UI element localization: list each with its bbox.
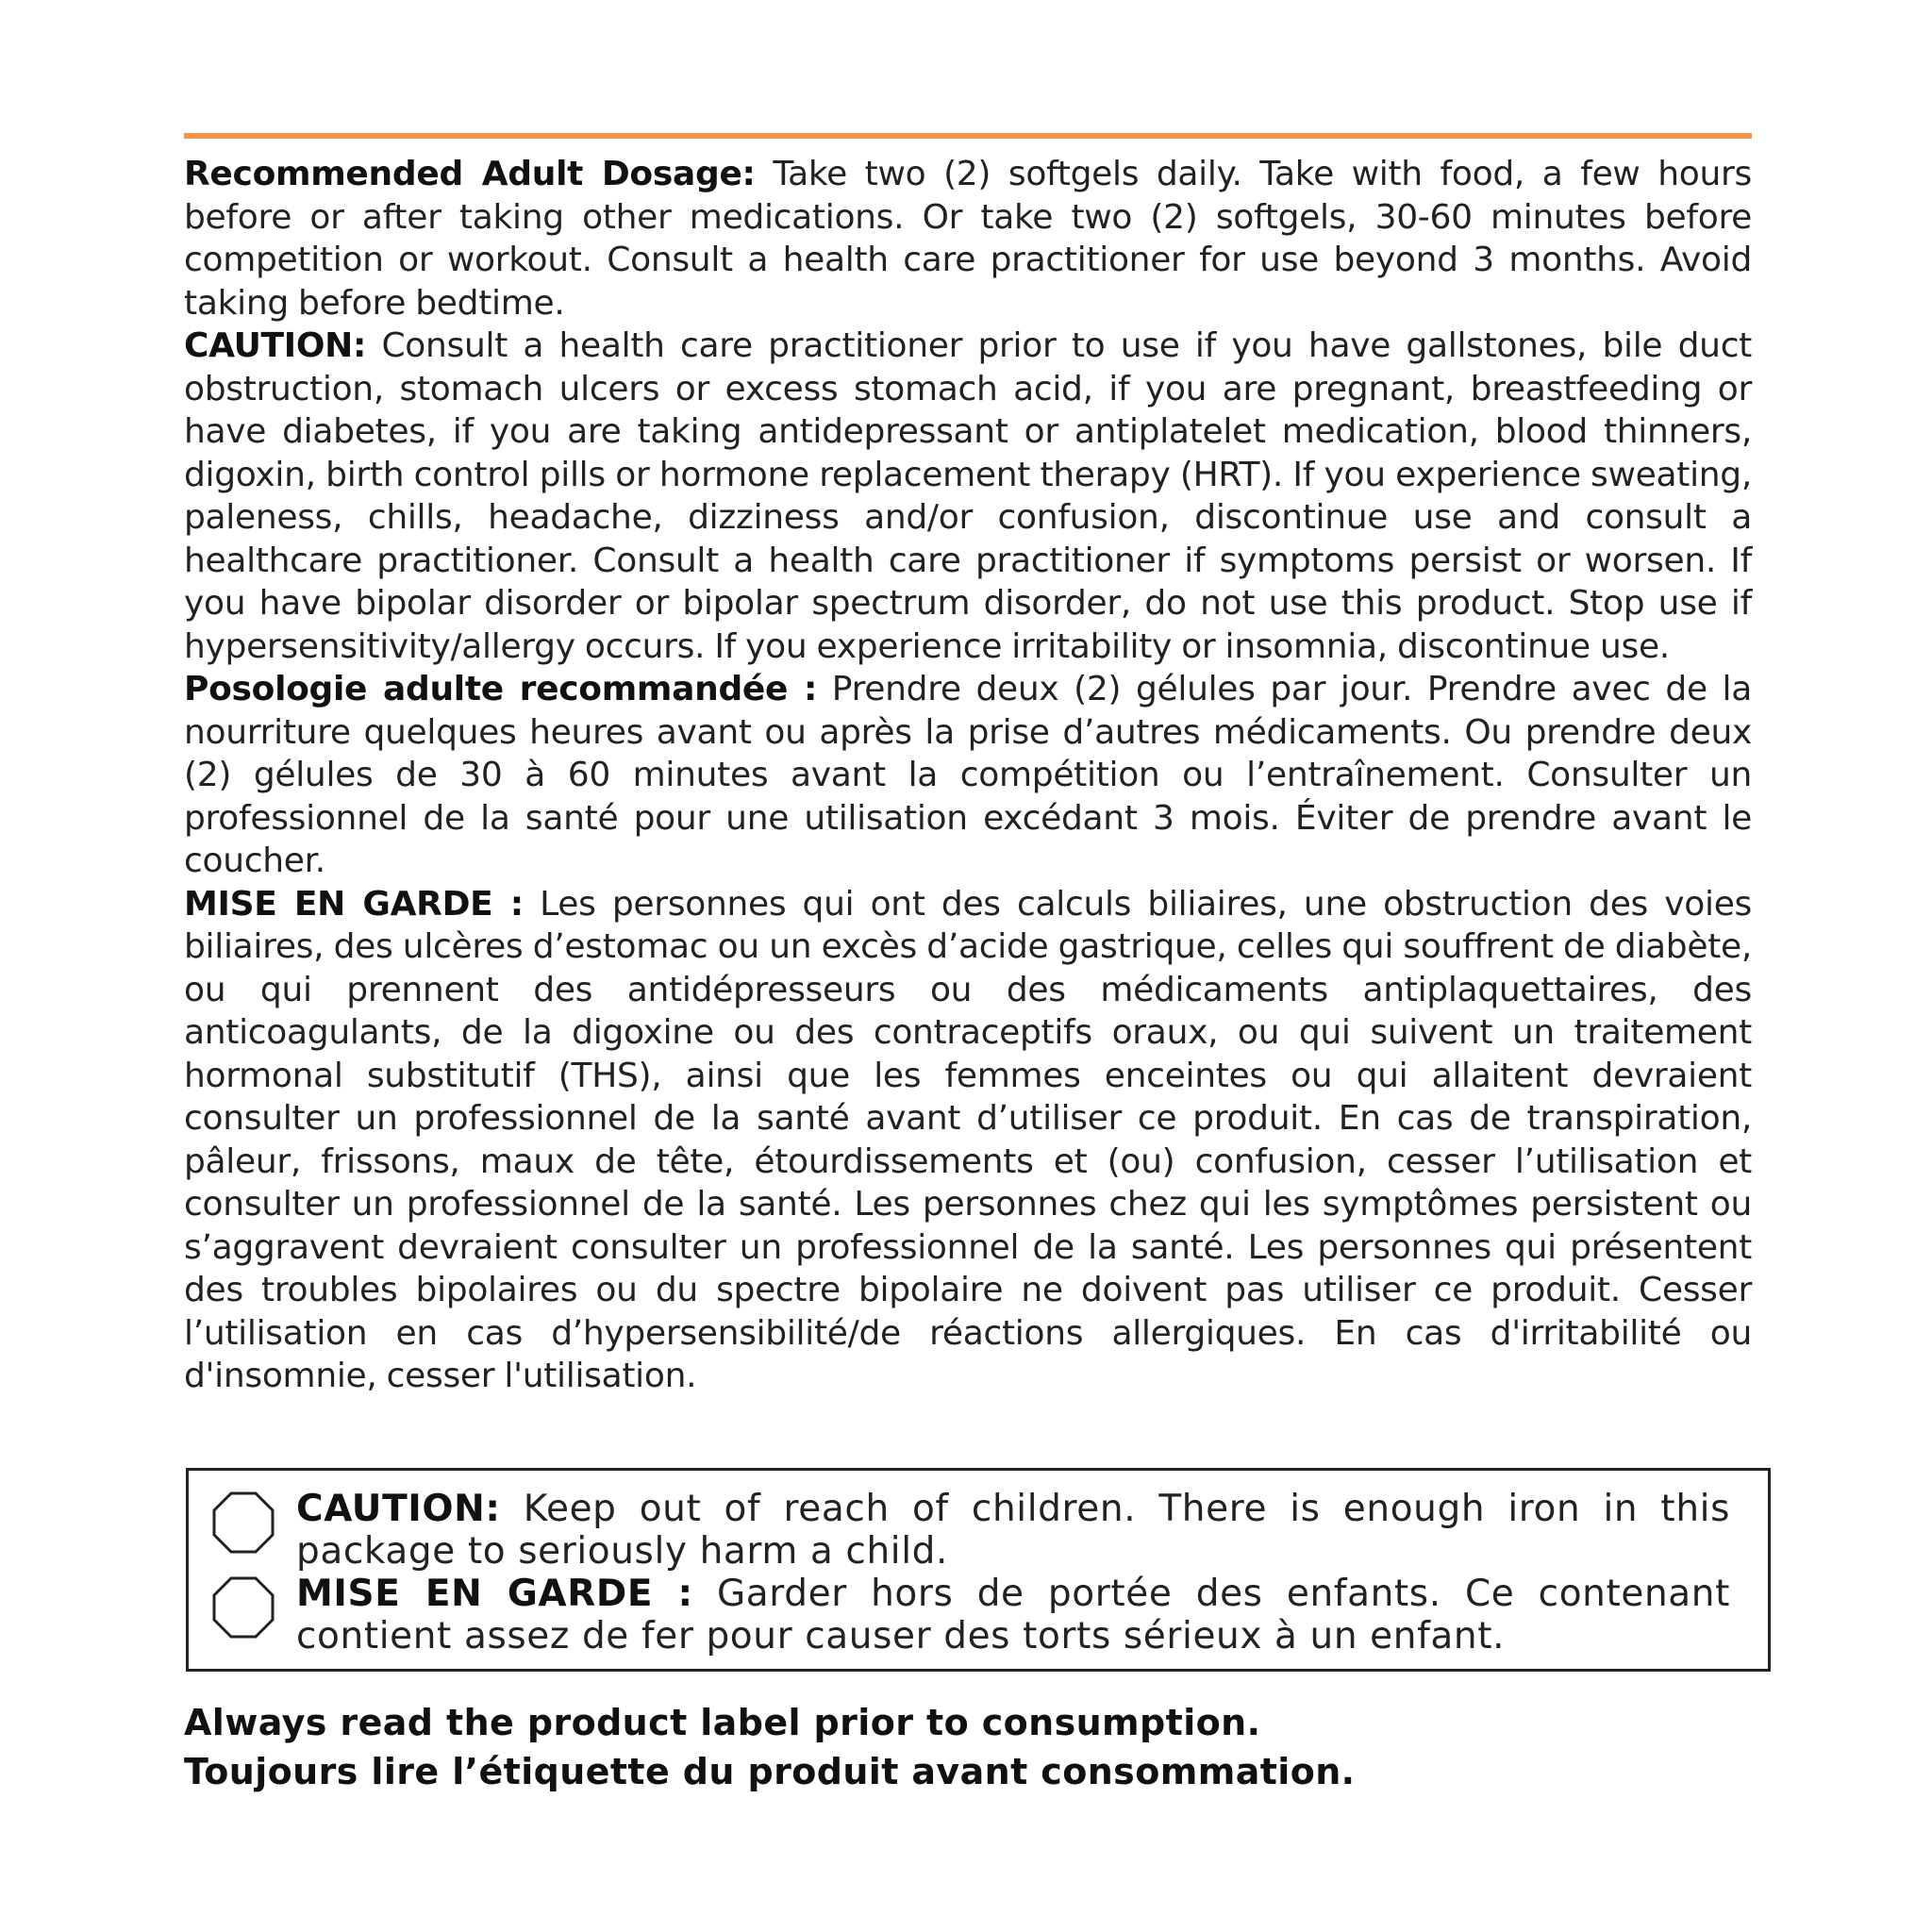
iron-warning-en-heading: CAUTION: bbox=[296, 1488, 501, 1530]
iron-warning-box bbox=[186, 1468, 1771, 1672]
iron-warning-en-body: Keep out of reach of children. There is enough iron in this package to seriously harm a child. bbox=[296, 1488, 1730, 1573]
accent-rule bbox=[184, 133, 1752, 139]
dosage-en-body: Take two (2) softgels daily. Take with food, a few hours before or after taking other medications. Or take two (2) softgels, 30-60 minutes before competition or workout. Consult a health care practitioner for use beyond 3 months. Avoid taking before bedtime. bbox=[184, 155, 1752, 323]
caution-fr-body: Les personnes qui ont des calculs biliaires, une obstruction des voies biliaires, des ulcères d’estomac ou un excès d’acide gastrique, celles qui souffrent de diabète, ou qui prennent des antidépresseurs ou des médicaments antiplaquettaires, des anticoagulants, de la digoxine ou des contraceptifs oraux, ou qui suivent un traitement hormonal substitutif (THS), ainsi que les femmes enceintes ou qui allaitent devraient consulter un professionnel de la santé avant d’utiliser ce produit. En cas de transpiration, pâleur, frissons, maux de tête, étourdissements et (ou) confusion, cesser l’utilisation et consulter un professionnel de la santé. Les personnes chez qui les symptômes persistent ou s’aggravent devraient consulter un professionnel de la santé. Les personnes qui présentent des troubles bipolaires ou du spectre bipolaire ne doivent pas utiliser ce produit. Cesser l’utilisation en cas d’hypersensibilité/de réactions allergiques. En cas d'irritabilité ou d'insomnie, cesser l'utilisation. bbox=[184, 884, 1752, 1395]
octagon-icon bbox=[212, 1491, 275, 1554]
footer-line-fr: Toujours lire l’étiquette du produit avant consommation. bbox=[184, 1751, 1356, 1792]
iron-warning-fr-text bbox=[296, 1573, 1730, 1657]
iron-warning-fr-body: Garder hors de portée des enfants. Ce contenant contient assez de fer pour causer des torts sérieux à un enfant. bbox=[296, 1573, 1730, 1657]
caution-en-paragraph bbox=[184, 325, 1752, 668]
footer-line-en: Always read the product label prior to consumption. bbox=[184, 1702, 1261, 1743]
caution-en-heading: CAUTION: bbox=[184, 326, 367, 365]
dosage-en-heading: Recommended Adult Dosage: bbox=[184, 155, 756, 193]
octagon-icon bbox=[212, 1576, 275, 1639]
iron-warning-en-text bbox=[296, 1488, 1730, 1573]
iron-warning-fr-heading: MISE EN GARDE : bbox=[296, 1573, 693, 1615]
dosage-fr-heading: Posologie adulte recommandée : bbox=[184, 670, 818, 708]
label-text-block bbox=[184, 153, 1752, 1398]
dosage-en-paragraph bbox=[184, 153, 1752, 325]
caution-fr-paragraph bbox=[184, 883, 1752, 1398]
footer-notice bbox=[184, 1698, 1752, 1796]
dosage-fr-body: Prendre deux (2) gélules par jour. Prendre avec de la nourriture quelques heures avant ou après la prise d’autres médicaments. Ou prendre deux (2) gélules de 30 à 60 minutes avant la compétition ou l’entraînement. Consulter un professionnel de la santé pour une utilisation excédant 3 mois. Éviter de prendre avant le coucher. bbox=[184, 670, 1752, 880]
caution-en-body: Consult a health care practitioner prior to use if you have gallstones, bile duct obstruction, stomach ulcers or excess stomach acid, if you are pregnant, breastfeeding or have diabetes, if you are taking antidepressant or antiplatelet medication, blood thinners, digoxin, birth control pills or hormone replacement therapy (HRT). If you experience sweating, paleness, chills, headache, dizziness and/or confusion, discontinue use and consult a healthcare practitioner. Consult a health care practitioner if symptoms persist or worsen. If you have bipolar disorder or bipolar spectrum disorder, do not use this product. Stop use if hypersensitivity/allergy occurs. If you experience irritability or insomnia, discontinue use. bbox=[184, 326, 1752, 666]
caution-fr-heading: MISE EN GARDE : bbox=[184, 884, 524, 924]
dosage-fr-paragraph bbox=[184, 668, 1752, 883]
